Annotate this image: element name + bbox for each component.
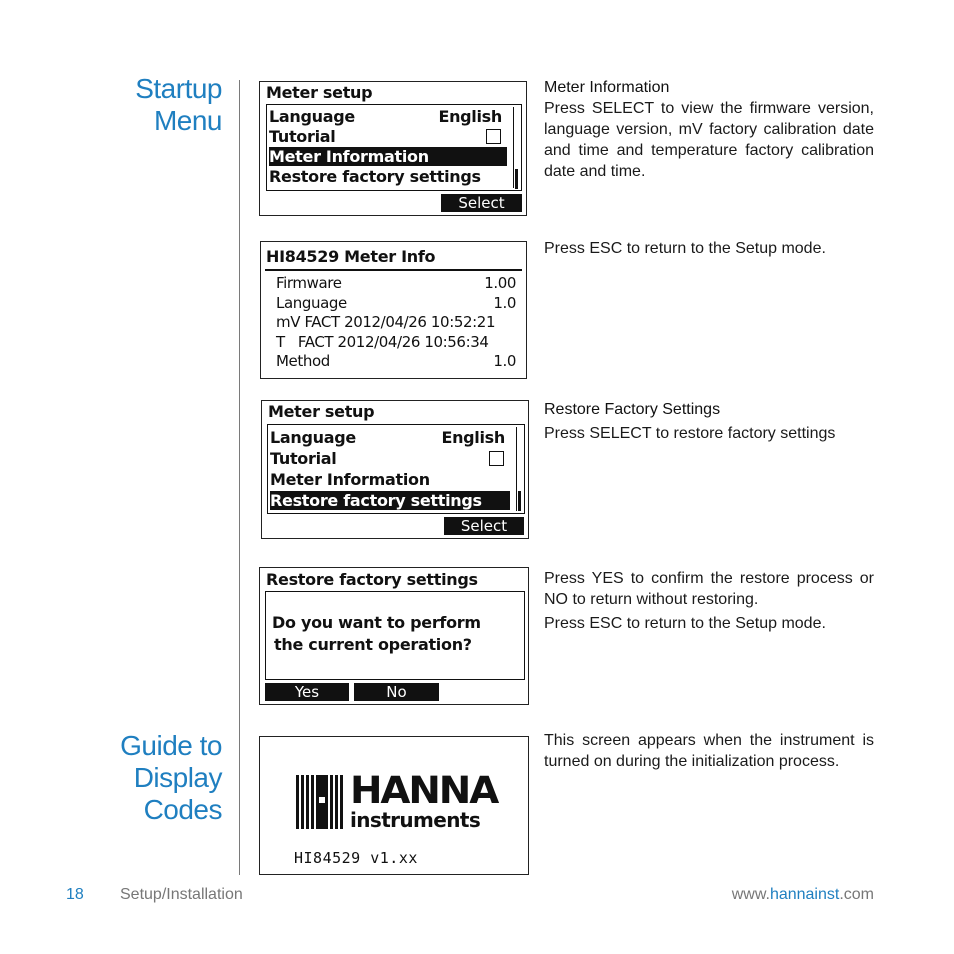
footer-section-name: Setup/Installation [120, 886, 243, 903]
lcd-meter-setup-info [259, 81, 527, 216]
menu-item-tutorial: Tutorial [269, 127, 505, 146]
select-softkey: Select [441, 194, 522, 212]
hanna-logo [296, 769, 498, 832]
menu-item-restore-factory-settings: Restore factory settings [269, 167, 481, 186]
language-value: English [441, 428, 505, 447]
tutorial-checkbox [486, 129, 501, 144]
restore-description: Restore Factory Settings Press SELECT to restore factory settings [544, 399, 874, 444]
lcd-title: Meter setup [266, 83, 373, 102]
firmware-row: Firmware 1.00 [276, 274, 516, 292]
meter-info-description: Meter Information Press SELECT to view the firmware version, language version, mV factory calibration date and time and temperature factory calibration date and time. [544, 79, 874, 180]
menu-scrollbar [513, 107, 518, 188]
tutorial-checkbox [489, 451, 504, 466]
language-row: Language 1.0 [276, 294, 516, 312]
menu-item-restore-factory-settings: Restore factory settings [270, 491, 510, 510]
lcd-meter-setup-restore [261, 400, 529, 539]
firmware-version-text: HI84529 v1.xx [294, 849, 418, 867]
select-softkey: Select [444, 517, 524, 535]
language-value: English [438, 107, 502, 126]
no-softkey: No [354, 683, 439, 701]
restore-heading: Restore Factory Settings [544, 401, 721, 418]
startup-menu-heading: Startup Menu [135, 73, 222, 136]
method-row: Method 1.0 [276, 352, 516, 370]
temp-fact-row: T FACT 2012/04/26 10:56:34 [276, 333, 489, 351]
confirm-description: Press YES to confirm the restore process or NO to return without restoring. Press ESC to return to the Setup mode. [544, 570, 874, 632]
page-number: 18 [66, 886, 84, 903]
lcd-meter-info [260, 241, 527, 379]
menu-item-meter-information: Meter Information [270, 470, 430, 489]
logo-sub-text: instruments [350, 808, 481, 832]
confirm-message-line-2: the current operation? [274, 635, 472, 654]
mv-fact-row: mV FACT 2012/04/26 10:52:21 [276, 313, 496, 331]
menu-item-meter-information: Meter Information [269, 147, 507, 166]
init-description: This screen appears when the instrument is turned on during the initialization process. [544, 732, 874, 770]
menu-scrollbar [516, 427, 521, 511]
confirm-message-line-1: Do you want to perform [272, 613, 481, 632]
menu-item-language: Language English [270, 428, 505, 447]
scrollbar-thumb [518, 491, 521, 511]
hanna-logo-mark [296, 775, 346, 829]
title-underline [265, 269, 522, 271]
vertical-divider [239, 80, 240, 875]
esc-setup-description: Press ESC to return to the Setup mode. [544, 240, 826, 257]
lcd-startup-logo [259, 736, 529, 875]
scrollbar-thumb [515, 169, 518, 189]
yes-softkey: Yes [265, 683, 349, 701]
guide-to-display-codes-heading: Guide to Display Codes [120, 730, 222, 825]
footer-url: www.hannainst.com [731, 886, 874, 903]
menu-item-language: Language English [269, 107, 502, 126]
lcd-title: Meter setup [268, 402, 375, 421]
lcd-restore-confirm [259, 567, 529, 705]
meter-info-heading: Meter Information [544, 79, 670, 96]
message-box [265, 591, 525, 680]
lcd-title: HI84529 Meter Info [266, 247, 436, 266]
menu-list [266, 104, 522, 191]
lcd-title: Restore factory settings [266, 570, 478, 589]
menu-item-tutorial: Tutorial [270, 449, 508, 468]
menu-list [267, 424, 525, 514]
logo-brand-text: HANNA [350, 769, 498, 812]
